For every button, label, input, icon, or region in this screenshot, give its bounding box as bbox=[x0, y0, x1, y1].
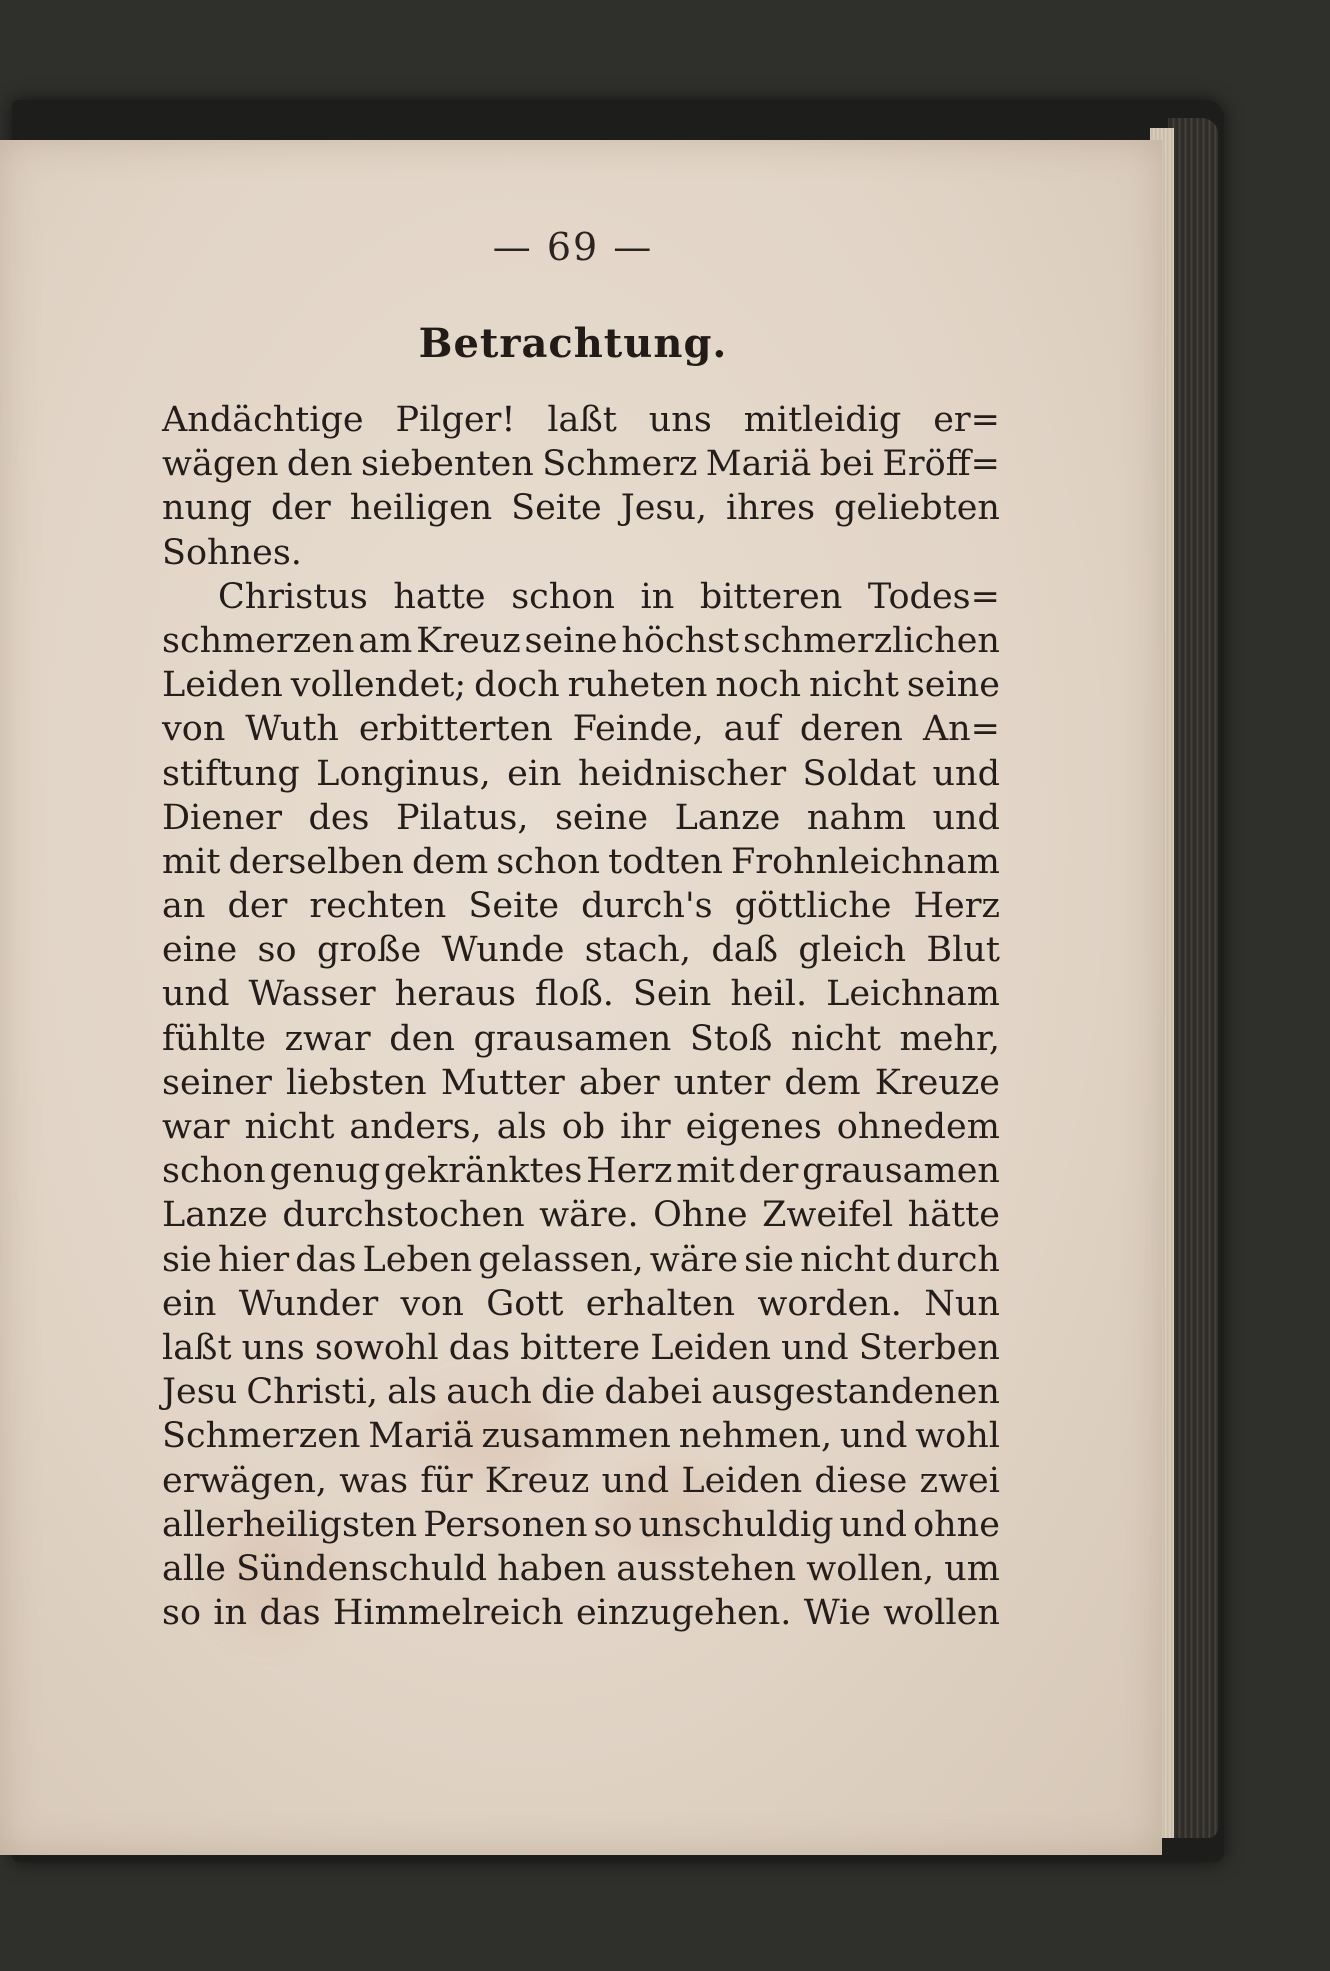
text-line: Lanze durchstochen wäre. Ohne Zweifel hätte bbox=[162, 1195, 1000, 1236]
text-line: Christus hatte schon in bitteren Todes= bbox=[218, 576, 1000, 617]
text-line: Sohnes. bbox=[162, 532, 302, 573]
text-line: und Wasser heraus floß. Sein heil. Leichnam bbox=[162, 974, 1000, 1015]
body-text bbox=[162, 398, 1000, 1635]
text-line: an der rechten Seite durch's göttliche Herz bbox=[162, 886, 1000, 927]
text-line: laßt uns sowohl das bittere Leiden und Sterben bbox=[162, 1327, 1000, 1368]
text-line: von Wuth erbitterten Feinde, auf deren An= bbox=[162, 709, 1000, 750]
text-line: Diener des Pilatus, seine Lanze nahm und bbox=[162, 797, 1000, 838]
text-line: schon genug gekränktes Herz mit der grausamen bbox=[162, 1151, 1000, 1192]
text-line: Leiden vollendet; doch ruheten noch nicht seine bbox=[162, 665, 1000, 706]
text-line: seiner liebsten Mutter aber unter dem Kreuze bbox=[162, 1062, 1000, 1103]
text-line: mit derselben dem schon todten Frohnleichnam bbox=[162, 841, 1000, 882]
text-line: nung der heiligen Seite Jesu, ihres geliebten bbox=[162, 488, 1000, 529]
page-number: — 69 — bbox=[492, 225, 654, 269]
text-line: schmerzen am Kreuz seine höchst schmerzlichen bbox=[162, 620, 1000, 661]
text-line: sie hier das Leben gelassen, wäre sie nicht durch bbox=[162, 1239, 1000, 1280]
text-line: so in das Himmelreich einzugehen. Wie wollen bbox=[162, 1593, 1000, 1634]
text-line: alle Sündenschuld haben ausstehen wollen, um bbox=[162, 1548, 1000, 1589]
section-heading: Betrachtung. bbox=[418, 320, 728, 367]
text-line: allerheiligsten Personen so unschuldig und ohne bbox=[162, 1504, 1000, 1545]
text-line: stiftung Longinus, ein heidnischer Soldat und bbox=[162, 753, 1000, 794]
text-line: Schmerzen Mariä zusammen nehmen, und wohl bbox=[162, 1416, 1000, 1457]
text-line: ein Wunder von Gott erhalten worden. Nun bbox=[162, 1283, 1000, 1324]
text-line: wägen den siebenten Schmerz Mariä bei Eröff= bbox=[162, 444, 1000, 485]
text-line: Andächtige Pilger! laßt uns mitleidig er= bbox=[162, 400, 1000, 440]
text-line: Jesu Christi, als auch die dabei ausgestandenen bbox=[162, 1372, 1000, 1413]
book-spine-edge bbox=[1168, 118, 1218, 1838]
text-line: erwägen, was für Kreuz und Leiden diese zwei bbox=[162, 1460, 1000, 1501]
text-line: fühlte zwar den grausamen Stoß nicht mehr, bbox=[162, 1018, 1000, 1059]
text-line: war nicht anders, als ob ihr eigenes ohnedem bbox=[162, 1107, 1000, 1147]
text-line: eine so große Wunde stach, daß gleich Blut bbox=[162, 930, 1000, 971]
